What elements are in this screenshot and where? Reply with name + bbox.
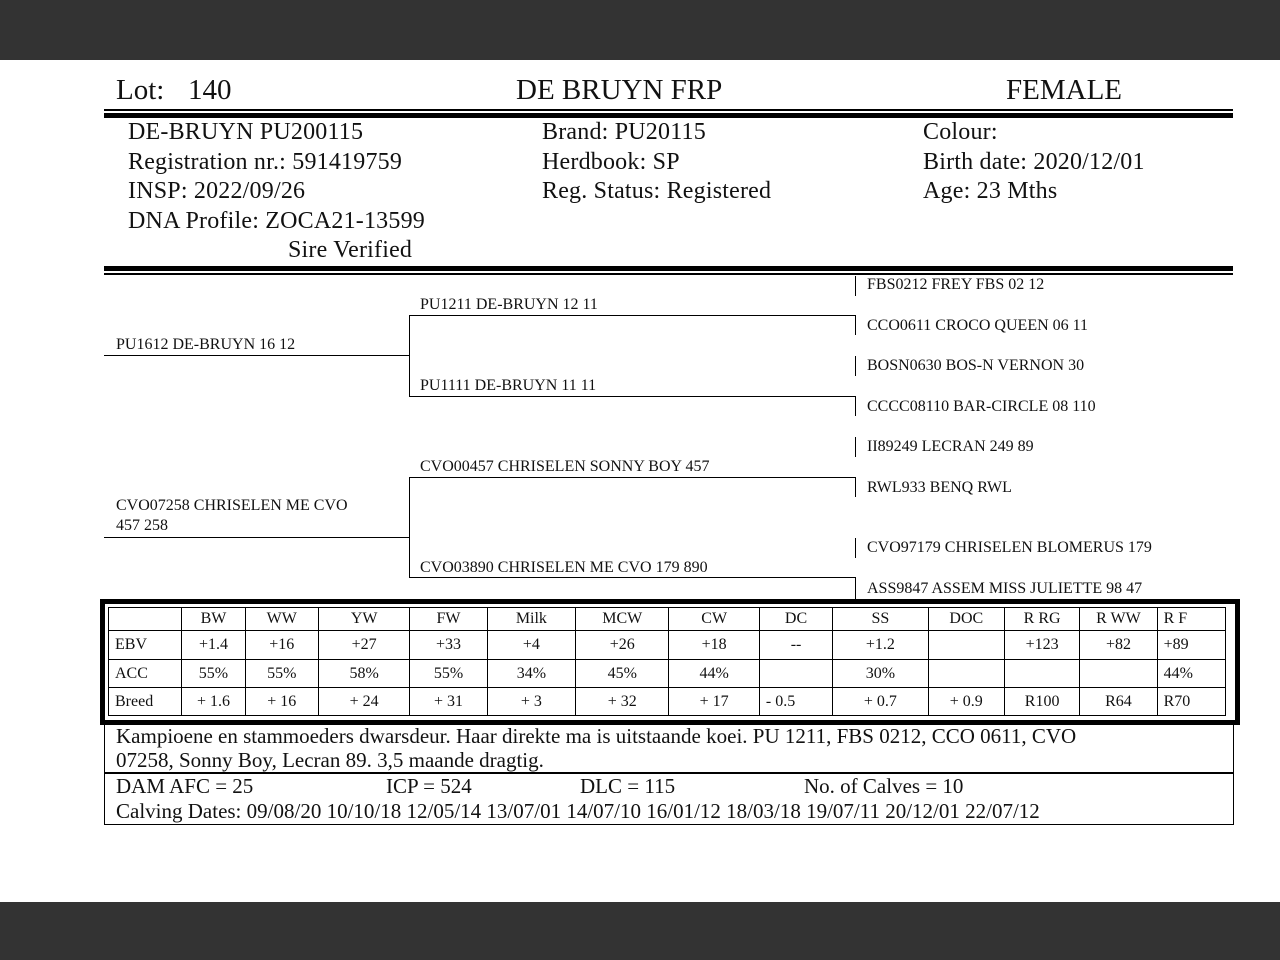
dam-dlc: DLC = 115 — [580, 774, 676, 798]
dd-bracket-top — [855, 538, 856, 558]
dam-calves: No. of Calves = 10 — [804, 774, 964, 798]
table-cell: R70 — [1157, 688, 1225, 716]
table-cell: +26 — [576, 631, 669, 660]
ds-bracket-bottom — [855, 477, 856, 497]
registration-status: Reg. Status: Registered — [542, 178, 772, 204]
table-cell: R100 — [1004, 688, 1079, 716]
header-cell: SS — [833, 608, 928, 631]
row-label: ACC — [109, 660, 182, 688]
dam-bracket — [409, 477, 410, 578]
table-cell: +16 — [245, 631, 318, 660]
bottom-dark-bar — [0, 902, 1280, 960]
pedigree-sire-sire-dam: CCO0611 CROCO QUEEN 06 11 — [867, 317, 1089, 334]
ebv-table — [108, 607, 1226, 716]
table-cell: + 32 — [576, 688, 669, 716]
pedigree-sire-sire-sire: FBS0212 FREY FBS 02 12 — [867, 276, 1045, 293]
table-cell: + 1.6 — [182, 688, 245, 716]
calving-dates: Calving Dates: 09/08/20 10/10/18 12/05/14 13/07/01 14/07/10 16/01/12 18/03/18 19/07/11 20/12/01 22/07/12 — [116, 799, 1040, 823]
pedigree-dam-line2: 457 258 — [116, 517, 168, 534]
sire-sire-line — [409, 315, 856, 316]
pedigree-dam-sire-sire: II89249 LECRAN 249 89 — [867, 438, 1034, 455]
pedigree-dam-dam-sire: CVO97179 CHRISELEN BLOMERUS 179 — [867, 539, 1152, 556]
table-cell: -- — [759, 631, 832, 660]
ebv-row — [109, 631, 1226, 660]
header-cell: WW — [245, 608, 318, 631]
animal-name: DE-BRUYN PU200115 — [128, 119, 364, 145]
table-cell: +1.4 — [182, 631, 245, 660]
birth-date: Birth date: 2020/12/01 — [923, 149, 1145, 175]
top-dark-bar — [0, 0, 1280, 60]
sire-verified: Sire Verified — [288, 237, 413, 263]
table-cell: + 3 — [487, 688, 575, 716]
dna-profile: DNA Profile: ZOCA21-13599 — [128, 208, 425, 234]
header-cell: YW — [318, 608, 409, 631]
sd-bracket-top — [855, 356, 856, 376]
table-cell — [928, 660, 1004, 688]
header-rule-thin — [104, 109, 1233, 111]
table-cell: +4 — [487, 631, 575, 660]
pedigree-sire-dam: PU1111 DE-BRUYN 11 11 — [420, 377, 597, 394]
table-cell: +89 — [1157, 631, 1225, 660]
dd-bracket-bottom — [855, 577, 856, 599]
header-cell: DC — [759, 608, 832, 631]
pedigree-sire: PU1612 DE-BRUYN 16 12 — [116, 336, 296, 353]
table-cell: 58% — [318, 660, 409, 688]
pedigree-dam-sire-dam: RWL933 BENQ RWL — [867, 479, 1012, 496]
table-cell: + 0.9 — [928, 688, 1004, 716]
header-cell: R F — [1157, 608, 1225, 631]
herdbook: Herdbook: SP — [542, 149, 680, 175]
header-cell: R RG — [1004, 608, 1079, 631]
dam-line — [104, 537, 410, 538]
table-cell: 45% — [576, 660, 669, 688]
pedigree-dam-sire: CVO00457 CHRISELEN SONNY BOY 457 — [420, 458, 710, 475]
row-label: EBV — [109, 631, 182, 660]
dam-afc: DAM AFC = 25 — [116, 774, 254, 798]
pedigree-sire-sire: PU1211 DE-BRUYN 12 11 — [420, 296, 598, 313]
table-cell: 34% — [487, 660, 575, 688]
breeder-name: DE BRUYN FRP — [516, 74, 723, 106]
table-cell: 44% — [1157, 660, 1225, 688]
sex-label: FEMALE — [1006, 74, 1122, 106]
table-cell: +33 — [410, 631, 487, 660]
header-cell: MCW — [576, 608, 669, 631]
ebv-header-row — [109, 608, 1226, 631]
table-cell: + 16 — [245, 688, 318, 716]
sire-dam-line — [409, 396, 856, 397]
row-label: Breed — [109, 688, 182, 716]
sire-line — [104, 355, 410, 356]
remarks-line-1: Kampioene en stammoeders dwarsdeur. Haar direkte ma is uitstaande koei. PU 1211, FBS 0212, CCO 0611, CVO — [116, 724, 1077, 748]
ss-bracket-bottom — [855, 315, 856, 335]
insp-date: INSP: 2022/09/26 — [128, 178, 306, 204]
header-cell: CW — [669, 608, 759, 631]
table-cell: + 24 — [318, 688, 409, 716]
header-cell: DOC — [928, 608, 1004, 631]
table-cell: + 0.7 — [833, 688, 928, 716]
table-cell — [1004, 660, 1079, 688]
age: Age: 23 Mths — [923, 178, 1058, 204]
dam-icp: ICP = 524 — [386, 774, 472, 798]
header-cell: R WW — [1080, 608, 1157, 631]
table-cell: +123 — [1004, 631, 1079, 660]
pedigree-dam-dam: CVO03890 CHRISELEN ME CVO 179 890 — [420, 559, 708, 576]
table-cell: 30% — [833, 660, 928, 688]
dam-sire-line — [409, 477, 856, 478]
ds-bracket-top — [855, 437, 856, 457]
dam-dam-line — [409, 577, 856, 578]
table-cell: +27 — [318, 631, 409, 660]
info-rule-thin — [104, 273, 1233, 275]
header-rule-thick — [104, 113, 1233, 118]
table-cell: 55% — [245, 660, 318, 688]
table-cell: R64 — [1080, 688, 1157, 716]
pedigree-dam-line1: CVO07258 CHRISELEN ME CVO — [116, 497, 348, 514]
registration-number: Registration nr.: 591419759 — [128, 149, 403, 175]
table-cell: + 31 — [410, 688, 487, 716]
ss-bracket-top — [855, 276, 856, 296]
pedigree-sire-dam-sire: BOSN0630 BOS-N VERNON 30 — [867, 357, 1085, 374]
lot-number: 140 — [188, 74, 232, 106]
table-cell: +1.2 — [833, 631, 928, 660]
info-rule-thick — [104, 266, 1233, 271]
colour: Colour: — [923, 119, 998, 145]
acc-row — [109, 660, 1226, 688]
header-cell: FW — [410, 608, 487, 631]
table-cell: +18 — [669, 631, 759, 660]
table-cell: +82 — [1080, 631, 1157, 660]
lot-label: Lot: — [116, 74, 165, 106]
table-cell: 55% — [410, 660, 487, 688]
table-cell — [928, 631, 1004, 660]
header-cell — [109, 608, 182, 631]
table-cell — [1080, 660, 1157, 688]
header-cell: BW — [182, 608, 245, 631]
table-cell: + 17 — [669, 688, 759, 716]
table-cell — [759, 660, 832, 688]
breed-row — [109, 688, 1226, 716]
table-cell: - 0.5 — [759, 688, 832, 716]
table-cell: 44% — [669, 660, 759, 688]
table-cell: 55% — [182, 660, 245, 688]
header-cell: Milk — [487, 608, 575, 631]
brand: Brand: PU20115 — [542, 119, 706, 145]
sire-bracket — [409, 315, 410, 397]
pedigree-dam-dam-dam: ASS9847 ASSEM MISS JULIETTE 98 47 — [867, 580, 1143, 597]
sd-bracket-bottom — [855, 396, 856, 416]
pedigree-sire-dam-dam: CCCC08110 BAR-CIRCLE 08 110 — [867, 398, 1096, 415]
remarks-line-2: 07258, Sonny Boy, Lecran 89. 3,5 maande dragtig. — [116, 748, 544, 772]
